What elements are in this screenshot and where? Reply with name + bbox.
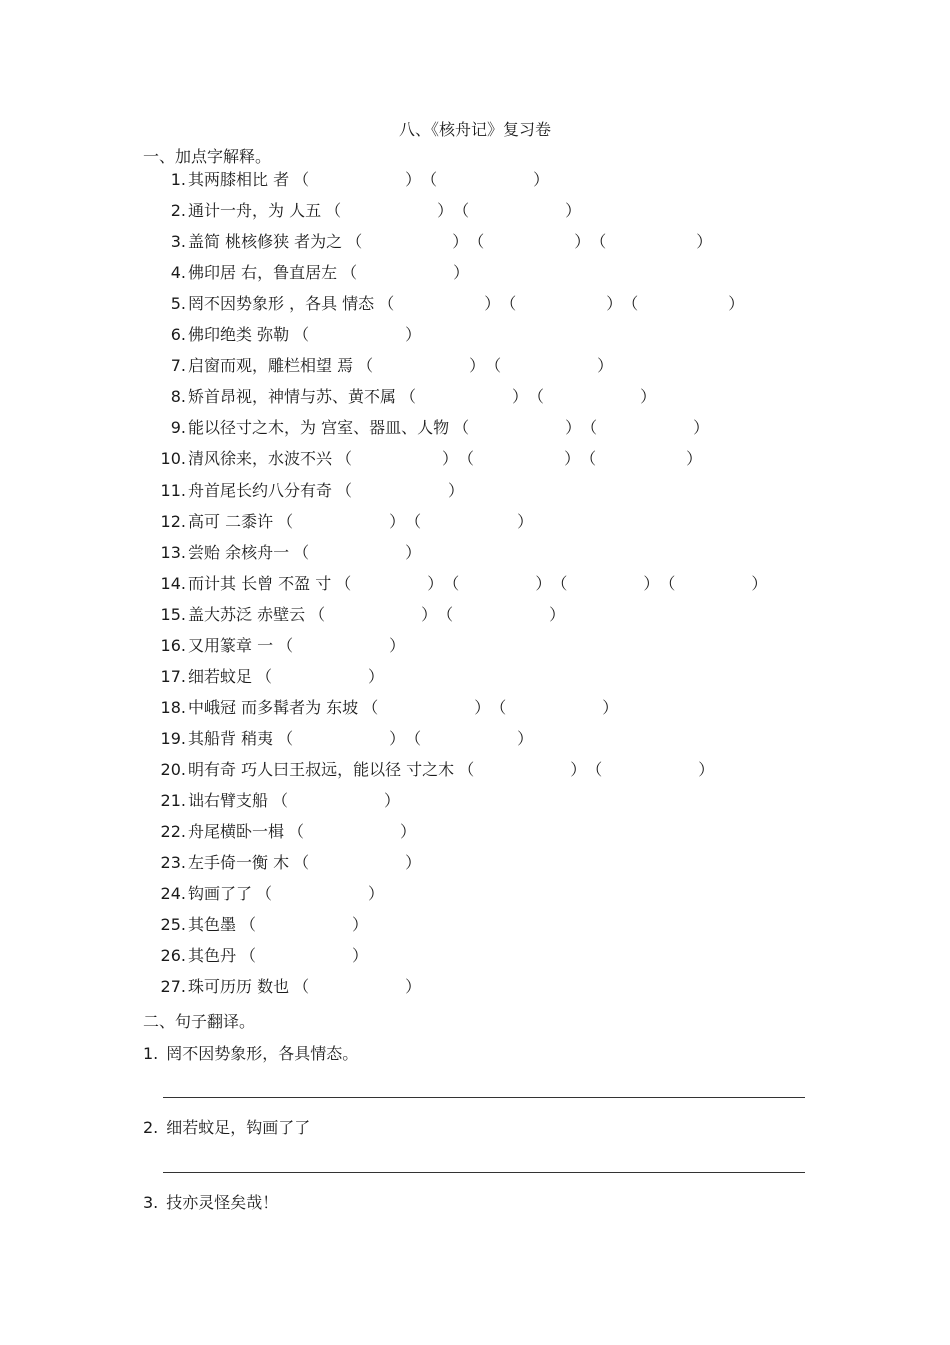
paren-close: ）	[686, 449, 703, 469]
paren-close: ）	[442, 449, 459, 469]
paren-open: （	[485, 356, 502, 376]
paren-open: （	[490, 697, 507, 717]
answer-blanks	[277, 727, 533, 751]
question-number: 23.	[160, 853, 186, 873]
vocab-question-row	[152, 292, 744, 316]
paren-open: （	[336, 449, 353, 469]
paren-open: （	[346, 232, 363, 252]
answer-blank[interactable]	[325, 199, 453, 223]
paren-close: ）	[696, 232, 713, 252]
paren-close: ）	[602, 697, 619, 717]
paren-open: （	[240, 915, 257, 935]
answer-blank[interactable]	[293, 851, 421, 875]
question-sentence: 其船背 稍夷	[188, 728, 274, 748]
answer-blank[interactable]	[622, 292, 744, 316]
answer-blank[interactable]	[586, 758, 714, 782]
paren-close: ）	[597, 356, 614, 376]
answer-blanks	[400, 385, 656, 409]
paren-close: ）	[751, 573, 768, 593]
translation-item-2	[143, 1116, 310, 1140]
paren-open: （	[458, 449, 475, 469]
paren-open: （	[453, 201, 470, 221]
answer-blank[interactable]	[336, 479, 464, 503]
answer-blanks	[357, 354, 613, 378]
question-sentence: 盖大苏泛 赤壁云	[188, 604, 306, 624]
answer-blanks	[362, 696, 618, 720]
translation-number: 1.	[143, 1044, 159, 1063]
paren-close: ）	[384, 791, 401, 810]
vocab-question-row	[152, 385, 656, 409]
paren-open: （	[293, 170, 310, 189]
vocab-question-row	[152, 168, 549, 192]
question-sentence: 钩画了了	[188, 884, 253, 904]
answer-blanks	[336, 447, 702, 471]
question-sentence: 启窗而观，雕栏相望 焉	[188, 356, 354, 376]
translation-sentence: 罔不因势象形，各具情态。	[166, 1044, 359, 1063]
vocab-question-row	[152, 851, 421, 875]
translation-number: 3.	[143, 1193, 159, 1212]
paren-open: （	[293, 853, 310, 873]
answer-blank[interactable]	[240, 944, 368, 968]
question-number: 24.	[160, 884, 186, 904]
question-sentence: 清风徐来，水波不兴	[188, 449, 333, 469]
paren-close: ）	[389, 728, 406, 748]
answer-blanks	[325, 199, 581, 223]
question-sentence: 其色丹	[188, 946, 237, 966]
answer-blank[interactable]	[293, 975, 421, 999]
paren-close: ）	[565, 201, 582, 221]
answer-blanks	[256, 882, 384, 906]
vocab-question-row	[152, 230, 712, 254]
answer-blanks	[240, 913, 368, 937]
paren-close: ）	[533, 170, 550, 189]
paren-open: （	[458, 759, 475, 779]
question-sentence: 中峨冠 而多髯者为 东坡	[188, 697, 359, 717]
paren-open: （	[453, 418, 470, 438]
answer-blank[interactable]	[256, 882, 384, 906]
answer-blank[interactable]	[293, 541, 421, 565]
paren-open: （	[405, 728, 422, 748]
answer-blank[interactable]	[453, 416, 581, 440]
answer-blank[interactable]	[272, 789, 400, 813]
translation-sentence: 技亦灵怪矣哉！	[166, 1193, 279, 1212]
vocab-question-row	[152, 634, 405, 658]
question-sentence: 佛印居 右，鲁直居左	[188, 263, 338, 283]
answer-blanks	[277, 510, 533, 534]
question-sentence: 舟尾横卧一楫	[188, 822, 285, 842]
paren-open: （	[622, 294, 639, 314]
vocab-question-row	[152, 727, 533, 751]
question-sentence: 珠可历历 数也	[188, 977, 290, 997]
paren-close: ）	[368, 666, 385, 686]
paren-open: （	[288, 822, 305, 842]
question-sentence: 能以径寸之木，为 宫室、器皿、人物	[188, 418, 450, 438]
question-number: 12.	[160, 511, 186, 531]
vocab-question-row	[152, 882, 384, 906]
paren-open: （	[586, 759, 603, 779]
translation-sentence: 细若蚊足，钩画了了	[166, 1118, 311, 1137]
answer-blank[interactable]	[421, 168, 549, 192]
paren-open: （	[293, 325, 310, 345]
vocab-question-row	[152, 323, 421, 347]
paren-close: ）	[535, 573, 552, 593]
answer-blank[interactable]	[458, 447, 580, 471]
vocab-question-row	[152, 541, 421, 565]
question-sentence: 其色墨	[188, 915, 237, 935]
answer-blanks	[346, 230, 712, 254]
paren-close: ）	[570, 759, 587, 779]
answer-blank[interactable]	[453, 199, 581, 223]
translation-item-1	[143, 1042, 358, 1066]
question-number: 2.	[170, 201, 186, 221]
paren-close: ）	[517, 728, 534, 748]
paren-close: ）	[512, 387, 529, 407]
paren-close: ）	[421, 604, 438, 624]
vocab-question-row	[152, 789, 400, 813]
question-number: 16.	[160, 635, 186, 655]
question-number: 18.	[160, 697, 186, 717]
answer-blank[interactable]	[288, 820, 416, 844]
answer-line-1[interactable]	[163, 1097, 805, 1098]
paren-close: ）	[389, 511, 406, 531]
answer-blanks	[293, 975, 421, 999]
paren-close: ）	[389, 635, 406, 655]
vocab-question-row	[152, 913, 368, 937]
question-number: 19.	[160, 728, 186, 748]
paren-open: （	[400, 387, 417, 407]
question-number: 1.	[170, 170, 186, 189]
vocab-question-row	[152, 944, 368, 968]
paren-close: ）	[405, 542, 422, 562]
answer-blanks	[453, 416, 709, 440]
question-number: 22.	[160, 822, 186, 842]
paren-open: （	[443, 573, 460, 593]
vocab-question-row	[152, 975, 421, 999]
section-2-heading: 二、句子翻译。	[143, 1012, 256, 1031]
question-number: 13.	[160, 542, 186, 562]
paren-close: ）	[469, 356, 486, 376]
paren-open: （	[335, 573, 352, 593]
paren-close: ）	[606, 294, 623, 314]
question-number: 21.	[160, 791, 186, 810]
paren-close: ）	[452, 232, 469, 252]
question-number: 25.	[160, 915, 186, 935]
paren-close: ）	[484, 294, 501, 314]
paren-close: ）	[517, 511, 534, 531]
paren-open: （	[309, 604, 326, 624]
question-number: 26.	[160, 946, 186, 966]
answer-blank[interactable]	[437, 603, 565, 627]
question-sentence: 矫首昂视，神情与苏、黄不属	[188, 387, 397, 407]
paren-close: ）	[640, 387, 657, 407]
paren-close: ）	[400, 822, 417, 842]
answer-blanks	[293, 541, 421, 565]
vocab-question-row	[152, 820, 416, 844]
paren-open: （	[293, 542, 310, 562]
answer-blanks	[272, 789, 400, 813]
question-sentence: 诎右臂支船	[188, 791, 269, 810]
question-sentence: 细若蚊足	[188, 666, 253, 686]
question-number: 8.	[170, 387, 186, 407]
paren-close: ）	[437, 201, 454, 221]
answer-blank[interactable]	[500, 292, 622, 316]
paren-open: （	[581, 418, 598, 438]
paren-close: ）	[564, 449, 581, 469]
vocab-question-row	[152, 510, 533, 534]
paren-close: ）	[368, 884, 385, 904]
question-sentence: 左手倚一衡 木	[188, 853, 290, 873]
answer-blank[interactable]	[277, 510, 405, 534]
question-sentence: 佛印绝类 弥勒	[188, 325, 290, 345]
answer-blanks	[336, 479, 464, 503]
question-sentence: 高可 二黍许	[188, 511, 274, 531]
paren-close: ）	[448, 480, 465, 500]
translation-number: 2.	[143, 1118, 159, 1137]
vocab-question-row	[152, 199, 581, 223]
answer-blank[interactable]	[659, 572, 767, 596]
paren-open: （	[528, 387, 545, 407]
paren-close: ）	[405, 170, 422, 189]
answer-blank[interactable]	[468, 230, 590, 254]
answer-blank[interactable]	[580, 447, 702, 471]
paren-close: ）	[643, 573, 660, 593]
paren-close: ）	[474, 697, 491, 717]
question-sentence: 而计其 长曾 不盈 寸	[188, 573, 332, 593]
question-number: 6.	[170, 325, 186, 345]
paren-open: （	[336, 480, 353, 500]
answer-blanks	[240, 944, 368, 968]
question-number: 9.	[170, 418, 186, 438]
question-number: 5.	[170, 294, 186, 314]
question-number: 15.	[160, 604, 186, 624]
answer-blank[interactable]	[293, 323, 421, 347]
answer-line-2[interactable]	[163, 1172, 805, 1173]
vocab-question-row	[152, 479, 464, 503]
question-number: 7.	[170, 356, 186, 376]
answer-blanks	[309, 603, 565, 627]
answer-blanks	[335, 572, 767, 596]
paren-close: ）	[427, 573, 444, 593]
question-number: 17.	[160, 666, 186, 686]
paren-open: （	[357, 356, 374, 376]
paren-close: ）	[405, 977, 422, 997]
paren-open: （	[240, 946, 257, 966]
question-sentence: 又用篆章 一	[188, 635, 274, 655]
answer-blank[interactable]	[240, 913, 368, 937]
question-sentence: 其两膝相比 者	[188, 170, 290, 189]
question-number: 11.	[160, 480, 186, 500]
answer-blanks	[341, 261, 469, 285]
answer-blanks	[378, 292, 744, 316]
vocab-question-row	[152, 603, 565, 627]
paren-close: ）	[405, 853, 422, 873]
paren-close: ）	[549, 604, 566, 624]
answer-blank[interactable]	[378, 292, 500, 316]
answer-blank[interactable]	[336, 447, 458, 471]
answer-blanks	[288, 820, 416, 844]
answer-blank[interactable]	[490, 696, 618, 720]
paren-open: （	[277, 511, 294, 531]
paren-open: （	[500, 294, 517, 314]
paren-close: ）	[728, 294, 745, 314]
answer-blank[interactable]	[293, 168, 421, 192]
paren-close: ）	[405, 325, 422, 345]
answer-blank[interactable]	[528, 385, 656, 409]
answer-blank[interactable]	[581, 416, 709, 440]
answer-blanks	[293, 323, 421, 347]
paren-open: （	[468, 232, 485, 252]
answer-blank[interactable]	[405, 510, 533, 534]
paren-open: （	[256, 666, 273, 686]
paren-open: （	[277, 728, 294, 748]
section-1-heading: 一、加点字解释。	[143, 147, 272, 166]
vocab-question-row	[152, 696, 618, 720]
paren-open: （	[362, 697, 379, 717]
answer-blank[interactable]	[309, 603, 437, 627]
paren-open: （	[421, 170, 438, 189]
vocab-question-row	[152, 665, 384, 689]
paren-close: ）	[698, 759, 715, 779]
paren-open: （	[341, 263, 358, 283]
answer-blank[interactable]	[277, 727, 405, 751]
paren-close: ）	[352, 915, 369, 935]
paren-open: （	[405, 511, 422, 531]
answer-blank[interactable]	[443, 572, 551, 596]
vocab-question-row	[152, 261, 469, 285]
paren-open: （	[437, 604, 454, 624]
question-sentence: 尝贻 余核舟一	[188, 542, 290, 562]
paren-open: （	[378, 294, 395, 314]
question-sentence: 盖简 桃核修狭 者为之	[188, 232, 343, 252]
translation-item-3	[143, 1191, 278, 1215]
paren-open: （	[580, 449, 597, 469]
vocab-question-row	[152, 758, 714, 782]
answer-blank[interactable]	[346, 230, 468, 254]
paren-open: （	[659, 573, 676, 593]
question-number: 3.	[170, 232, 186, 252]
answer-blank[interactable]	[458, 758, 586, 782]
vocab-question-row	[152, 447, 702, 471]
paren-open: （	[590, 232, 607, 252]
question-number: 4.	[170, 263, 186, 283]
paren-close: ）	[453, 263, 470, 283]
answer-blank[interactable]	[551, 572, 659, 596]
answer-blanks	[277, 634, 405, 658]
answer-blanks	[293, 168, 549, 192]
answer-blanks	[293, 851, 421, 875]
paren-open: （	[325, 201, 342, 221]
question-number: 10.	[160, 449, 186, 469]
paren-open: （	[272, 791, 289, 810]
paren-close: ）	[352, 946, 369, 966]
question-number: 27.	[160, 977, 186, 997]
question-sentence: 明有奇 巧人曰王叔远，能以径 寸之木	[188, 759, 455, 779]
answer-blank[interactable]	[400, 385, 528, 409]
answer-blanks	[458, 758, 714, 782]
vocab-question-row	[152, 572, 767, 596]
vocab-question-row	[152, 354, 613, 378]
answer-blank[interactable]	[485, 354, 613, 378]
question-sentence: 通计一舟，为 人五	[188, 201, 322, 221]
page-title: 八、《核舟记》复习卷	[398, 120, 551, 139]
paren-close: ）	[693, 418, 710, 438]
paren-close: ）	[574, 232, 591, 252]
question-number: 14.	[160, 573, 186, 593]
answer-blanks	[256, 665, 384, 689]
answer-blank[interactable]	[341, 261, 469, 285]
question-sentence: 舟首尾长约八分有奇	[188, 480, 333, 500]
answer-blank[interactable]	[405, 727, 533, 751]
paren-open: （	[256, 884, 273, 904]
answer-blank[interactable]	[362, 696, 490, 720]
answer-blank[interactable]	[256, 665, 384, 689]
paren-close: ）	[565, 418, 582, 438]
question-number: 20.	[160, 759, 186, 779]
answer-blank[interactable]	[335, 572, 443, 596]
answer-blank[interactable]	[277, 634, 405, 658]
answer-blank[interactable]	[590, 230, 712, 254]
vocab-question-row	[152, 416, 709, 440]
question-sentence: 罔不因势象形 ，各具 情态	[188, 294, 375, 314]
paren-open: （	[277, 635, 294, 655]
answer-blank[interactable]	[357, 354, 485, 378]
paren-open: （	[293, 977, 310, 997]
paren-open: （	[551, 573, 568, 593]
